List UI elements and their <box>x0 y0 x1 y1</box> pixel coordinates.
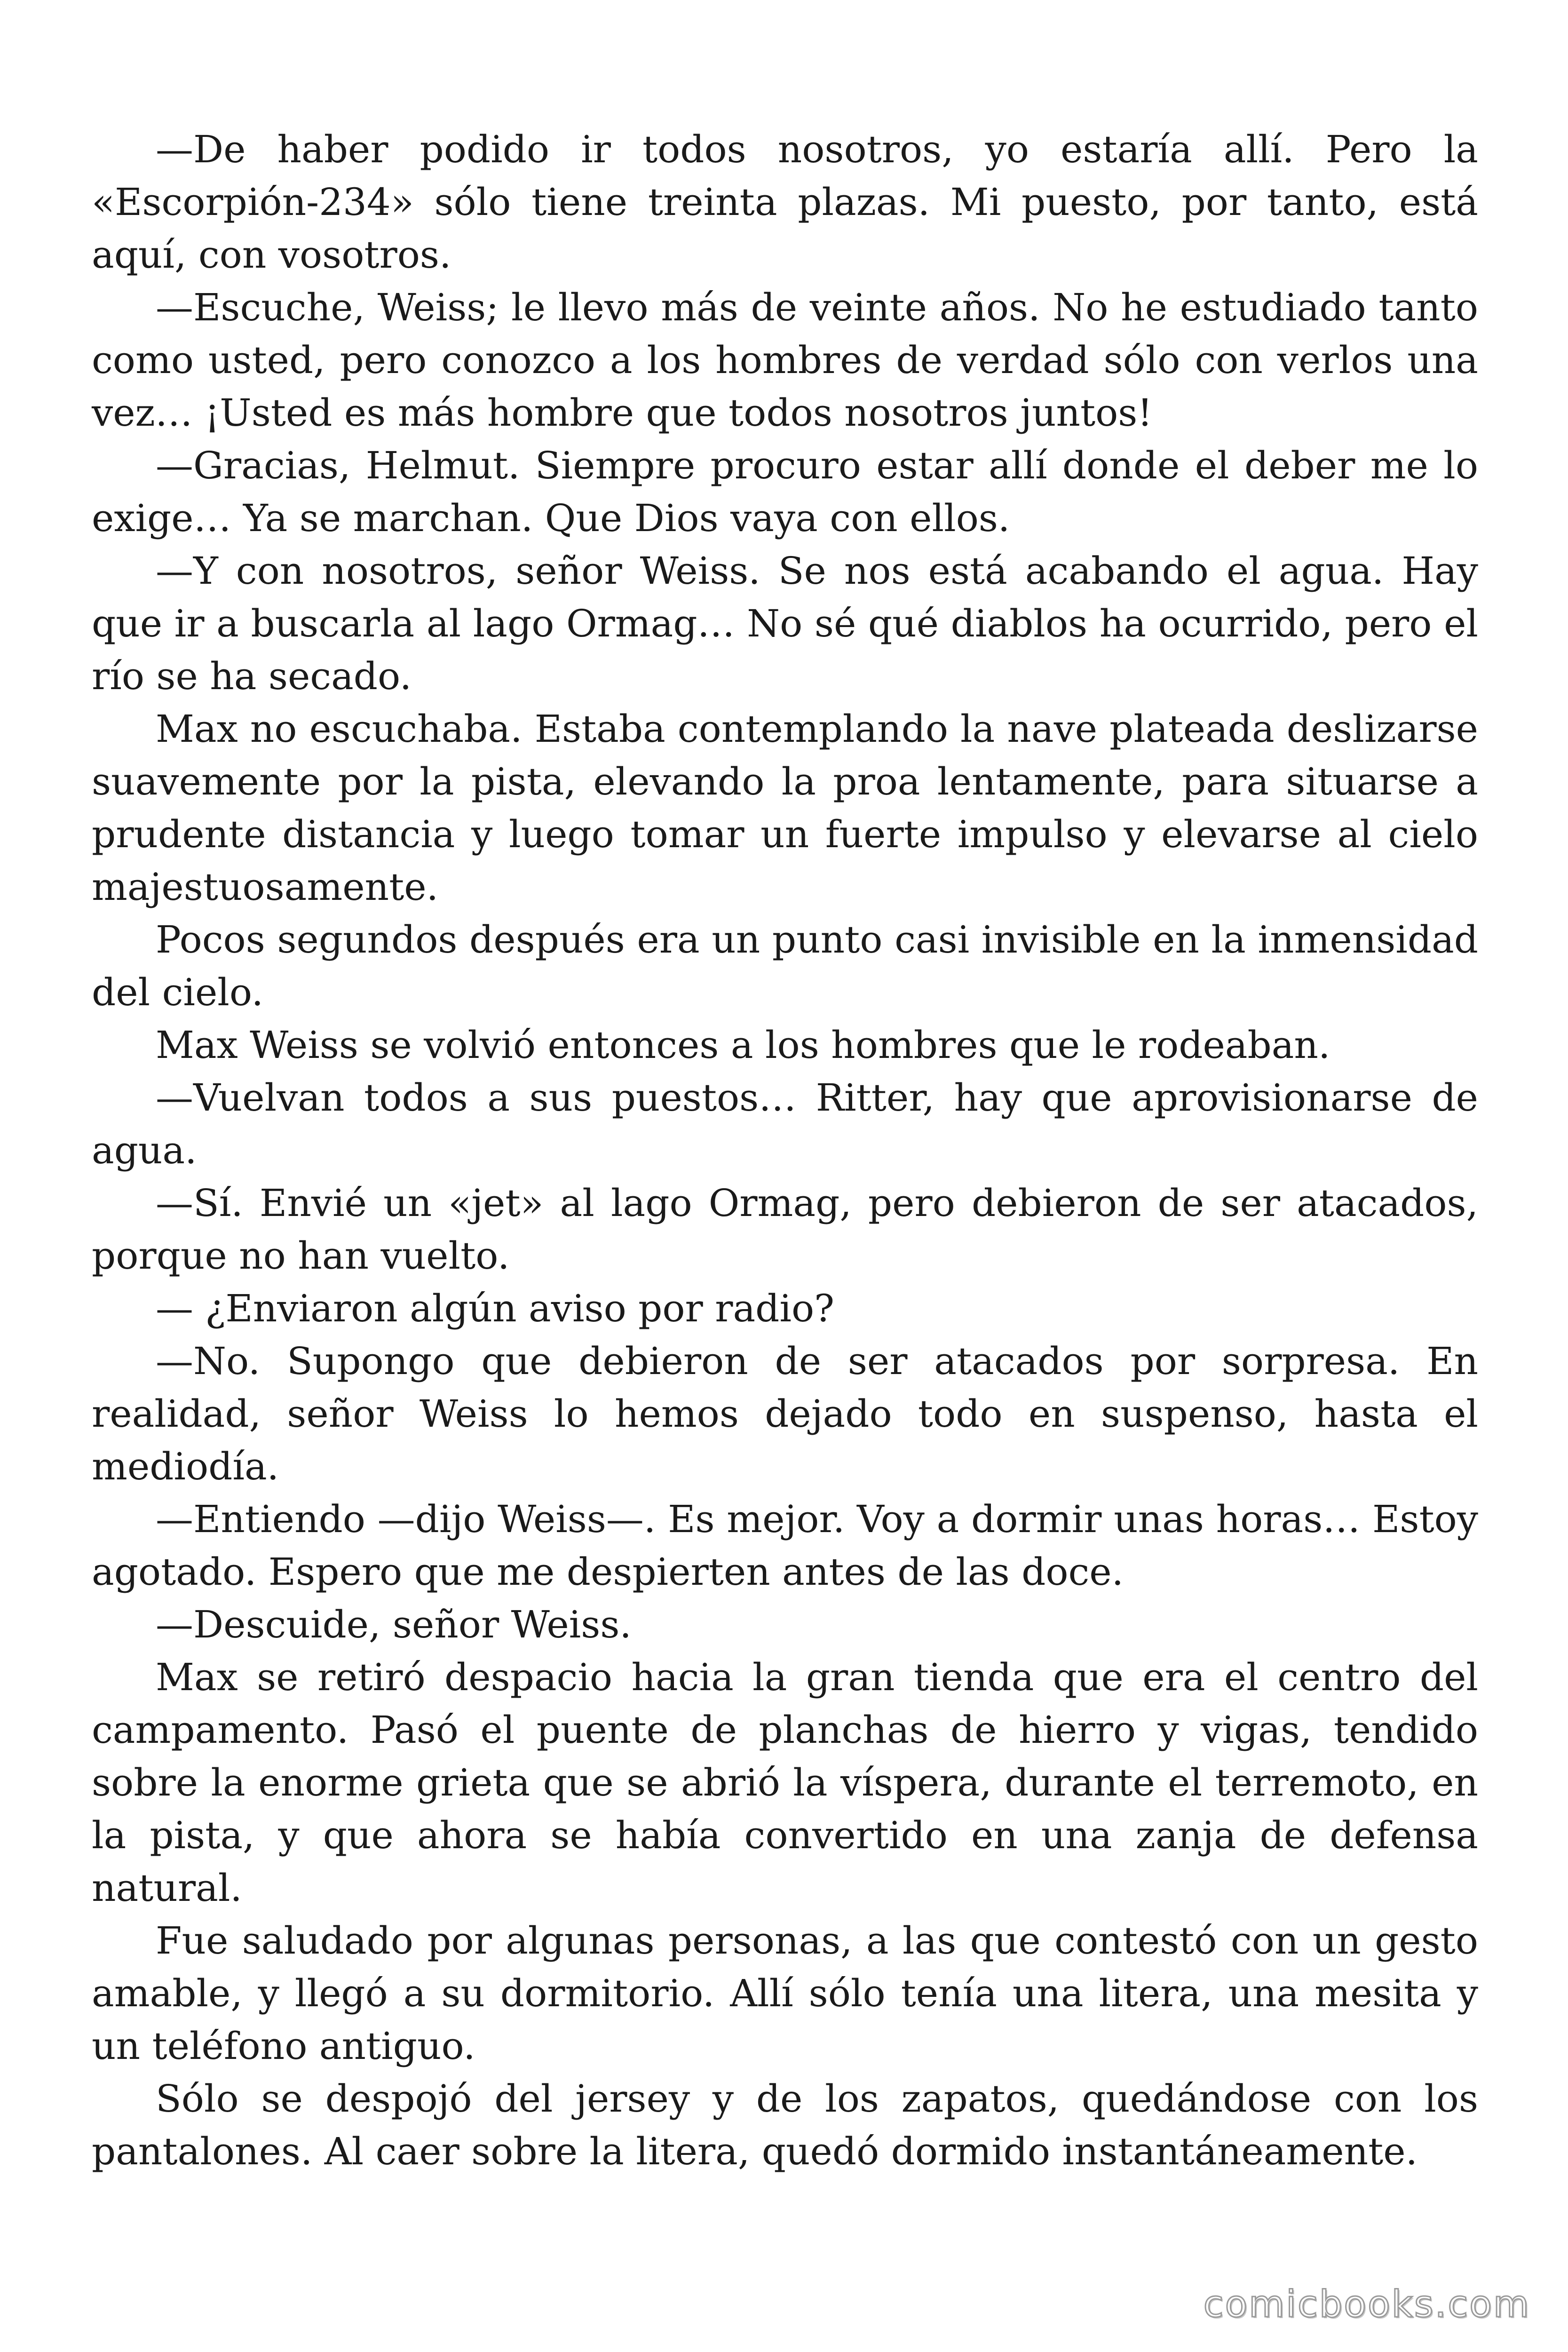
paragraph: —No. Supongo que debieron de ser atacados por sorpresa. En realidad, señor Weiss lo hemos dejado todo en suspenso, hasta el mediodía. <box>92 1339 1478 1488</box>
paragraph: —Y con nosotros, señor Weiss. Se nos está acabando el agua. Hay que ir a buscarla al lago Ormag… No sé qué diablos ha ocurrido, pero el río se ha secado. <box>92 549 1478 698</box>
paragraph: —Sí. Envié un «jet» al lago Ormag, pero debieron de ser atacados, porque no han vuelto. <box>92 1181 1478 1278</box>
paragraph: Fue saludado por algunas personas, a las que contestó con un gesto amable, y llegó a su dormitorio. Allí sólo tenía una litera, una mesita y un teléfono antiguo. <box>92 1919 1478 2068</box>
paragraph: — ¿Enviaron algún aviso por radio? <box>156 1287 835 1330</box>
paragraph: Pocos segundos después era un punto casi invisible en la inmensidad del cielo. <box>92 918 1478 1014</box>
body-text <box>92 123 1478 2178</box>
paragraph: —Entiendo —dijo Weiss—. Es mejor. Voy a dormir unas horas… Estoy agotado. Espero que me despierten antes de las doce. <box>92 1497 1478 1594</box>
paragraph: —Gracias, Helmut. Siempre procuro estar allí donde el deber me lo exige… Ya se marchan. Que Dios vaya con ellos. <box>92 444 1478 540</box>
paragraph: —Vuelvan todos a sus puestos… Ritter, hay que aprovisionarse de agua. <box>92 1076 1478 1172</box>
paragraph: —De haber podido ir todos nosotros, yo estaría allí. Pero la «Escorpión-234» sólo tiene treinta plazas. Mi puesto, por tanto, está aquí, con vosotros. <box>92 127 1478 277</box>
paragraph: Max Weiss se volvió entonces a los hombres que le rodeaban. <box>156 1023 1330 1067</box>
paragraph: —Escuche, Weiss; le llevo más de veinte años. No he estudiado tanto como usted, pero conozco a los hombres de verdad sólo con verlos una vez… ¡Usted es más hombre que todos nosotros juntos! <box>92 286 1478 435</box>
paragraph: Max se retiró despacio hacia la gran tienda que era el centro del campamento. Pasó el puente de planchas de hierro y vigas, tendido sobre la enorme grieta que se abrió la víspera, durante el terremoto, en la pista, y que ahora se había convertido en una zanja de defensa natural. <box>92 1655 1478 1910</box>
paragraph: —Descuide, señor Weiss. <box>156 1603 632 1646</box>
watermark: comicbooks.com <box>1203 2283 1530 2326</box>
paragraph: Sólo se despojó del jersey y de los zapatos, quedándose con los pantalones. Al caer sobre la litera, quedó dormido instantáneamente. <box>92 2077 1478 2173</box>
paragraph: Max no escuchaba. Estaba contemplando la nave plateada deslizarse suavemente por la pista, elevando la proa lentamente, para situarse a prudente distancia y luego tomar un fuerte impulso y elevarse al cielo majestuosamente. <box>92 707 1478 909</box>
